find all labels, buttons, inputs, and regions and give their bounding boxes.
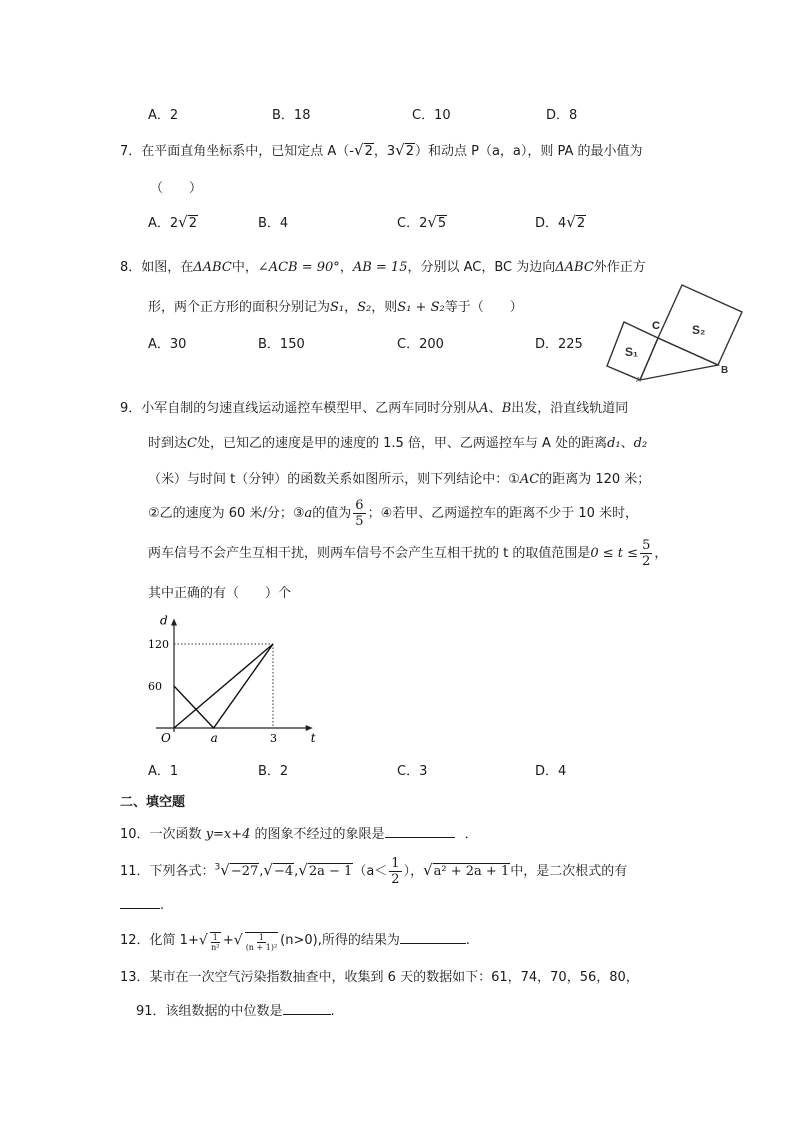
y-tick-label-120: 120 <box>148 638 169 651</box>
q6-option-d: D．8 <box>546 108 578 123</box>
x-tick-label-a: a <box>210 731 218 745</box>
q7-text-b: ，3 <box>373 144 396 159</box>
label-c: C <box>652 320 660 332</box>
y-axis-arrow <box>171 619 177 626</box>
q6-option-c: C．10 <box>412 108 451 123</box>
origin-label: O <box>161 731 171 745</box>
question-13-line1: 13．某市在一次空气污染指数抽查中，收集到 6 天的数据如下：61，74，70，56，80， <box>120 970 639 985</box>
q9-line3: （米）与时间 t（分钟）的函数关系如图所示，则下列结论中：①AC的距离为 120 米； <box>148 472 651 487</box>
q9-option-a: A．1 <box>148 764 179 779</box>
q9-option-d: D．4 <box>535 764 567 779</box>
q9-line5: 两车信号不会产生互相干扰，则两车信号不会产生互相干扰的 t 的取值范围是0 ≤ t ≤ $\frac{5}{2}$ ， <box>148 538 668 569</box>
q8-option-a: A．30 <box>148 337 187 352</box>
q7-option-d: D．4√2 <box>535 213 586 231</box>
series-line-1 <box>174 644 273 728</box>
q9-distance-time-chart <box>130 612 330 752</box>
q8-option-d: D．225 <box>535 337 583 352</box>
q13-answer-blank[interactable] <box>283 1002 331 1015</box>
q8-figure-squares <box>600 282 760 382</box>
q9-option-c: C．3 <box>397 764 428 779</box>
q11-answer-blank[interactable] <box>120 896 160 909</box>
q7-option-a: A．2√2 <box>148 213 198 231</box>
q8-option-c: C．200 <box>397 337 444 352</box>
label-a: A <box>636 377 641 382</box>
q9-option-b: B．2 <box>258 764 289 779</box>
question-10: 10．一次函数 y=x+4 的图象不经过的象限是 ． <box>120 827 478 842</box>
y-tick-label-60: 60 <box>148 680 162 693</box>
q9-frac-5-2: $\frac{5}{2}$ <box>642 538 651 569</box>
y-axis-label: d <box>160 613 168 628</box>
question-11: 11．下列各式：$^3$√−27,√−4,√2a − 1（a＜ $\frac{1}{2}$ ），√a² + 2a + 1中，是二次根式的有 <box>120 856 628 887</box>
q12-answer-blank[interactable] <box>400 931 466 944</box>
label-b: B <box>721 365 729 376</box>
q9-line1: 9．小军自制的匀速直线运动遥控车模型甲、乙两车同时分别从A、B出发，沿直线轨道同 <box>120 401 629 416</box>
question-12: 12．化简 1+√ $\frac{1}{\text{n²}}$ +√ $\frac{1}{\text{(n + 1)²}}$ (n>0),所得的结果为 . <box>120 932 470 952</box>
label-s1: S₁ <box>625 345 638 359</box>
q7-answer-paren: （ ） <box>150 181 203 196</box>
q9-line2: 时到达C处，已知乙的速度是甲的速度的 1.5 倍，甲、乙两遥控车与 A 处的距离d₁、d₂ <box>148 436 648 451</box>
q11-sqrt-2a-1: √2a − 1 <box>298 861 353 879</box>
q11-sqrt-neg4: √−4 <box>263 861 294 879</box>
q7-sqrt-2b: √2 <box>395 141 414 159</box>
label-s2: S₂ <box>692 323 706 337</box>
question-13-line2: 91．该组数据的中位数是 . <box>136 1004 335 1019</box>
q7-sqrt-2: √2 <box>354 141 373 159</box>
q7-stem <box>120 140 643 159</box>
section-title-fill-in: 二、填空题 <box>120 795 186 810</box>
q7-text-a: 7．在平面直角坐标系中，已知定点 A（- <box>120 144 354 159</box>
q7-option-b: B．4 <box>258 216 289 231</box>
q9-line6: 其中正确的有（ ）个 <box>148 586 292 601</box>
q8-stem-line2: 形，两个正方形的面积分别记为S₁，S₂，则S₁ + S₂等于（ ） <box>148 300 523 315</box>
q9-line4: ②乙的速度为 60 米/分；③a的值为 $\frac{6}{5}$ ；④若甲、乙两遥控车的距离不少于 10 米时， <box>148 498 639 529</box>
x-tick-label-3: 3 <box>270 732 277 745</box>
x-axis-label: t <box>310 731 316 745</box>
q9-frac-6-5: $\frac{6}{5}$ <box>355 498 364 529</box>
q7-option-c: C．2√5 <box>397 213 447 231</box>
q11-answer-line: . <box>120 896 164 913</box>
q8-option-b: B．150 <box>258 337 305 352</box>
q8-stem-line1: 8．如图，在ΔABC中，∠ACB = 90°，AB = 15，分别以 AC，BC 为边向ΔABC外作正方 <box>120 260 646 275</box>
q6-option-a: A．2 <box>148 108 179 123</box>
q11-sqrt-square: √a² + 2a + 1 <box>423 861 510 879</box>
q11-cbrt: $^3$√−27 <box>214 861 259 879</box>
q7-text-c: ）和动点 P（a，a），则 PA 的最小值为 <box>414 144 643 159</box>
q10-answer-blank[interactable] <box>385 825 455 838</box>
q6-option-b: B．18 <box>272 108 311 123</box>
